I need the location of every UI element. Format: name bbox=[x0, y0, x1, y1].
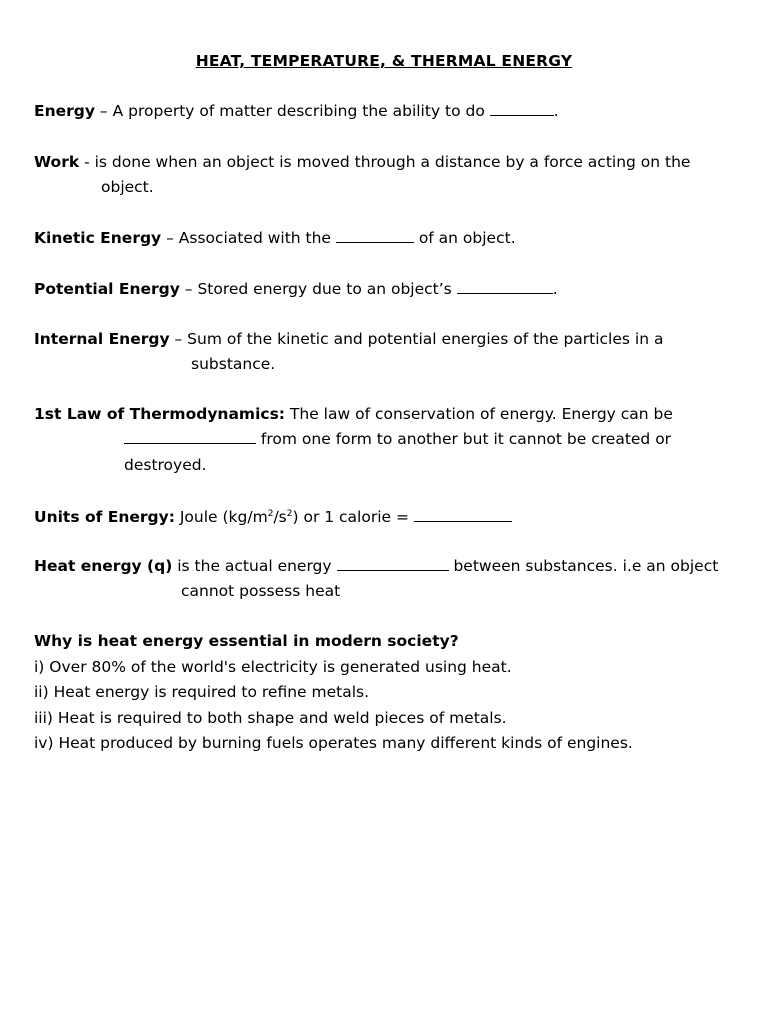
answer-blank-heat[interactable] bbox=[337, 556, 449, 571]
answer-blank-potential[interactable] bbox=[457, 279, 553, 294]
term-potential-energy: Potential Energy bbox=[34, 280, 180, 298]
heat-end: between substances. i.e an object bbox=[448, 557, 719, 575]
dash: – bbox=[161, 229, 179, 247]
definition-kinetic-energy bbox=[34, 226, 738, 251]
kinetic-end: of an object. bbox=[413, 229, 516, 247]
term-energy: Energy bbox=[34, 102, 95, 120]
first-law-line2 bbox=[124, 427, 671, 452]
heat-text: is the actual energy bbox=[172, 557, 337, 575]
definition-work bbox=[34, 150, 738, 175]
potential-end: . bbox=[552, 280, 558, 298]
term-work: Work bbox=[34, 153, 80, 171]
superscript: 2 bbox=[286, 509, 293, 519]
list-item: ii) Heat energy is required to refine metals. bbox=[34, 683, 370, 701]
dash: – bbox=[179, 280, 198, 298]
internal-line1: Sum of the kinetic and potential energies of the particles in a bbox=[187, 330, 664, 348]
dash: – bbox=[169, 330, 188, 348]
page-title: HEAT, TEMPERATURE, & THERMAL ENERGY bbox=[195, 52, 573, 70]
answer-blank-energy[interactable] bbox=[490, 101, 554, 116]
term-heat-energy: Heat energy (q) bbox=[34, 557, 173, 575]
first-law-line2-text: from one form to another but it cannot be created or bbox=[256, 430, 672, 448]
first-law-line1: The law of conservation of energy. Energy can be bbox=[285, 405, 673, 423]
superscript: 2 bbox=[267, 509, 274, 519]
potential-text: Stored energy due to an object’s bbox=[197, 280, 457, 298]
term-internal-energy: Internal Energy bbox=[34, 330, 170, 348]
work-line2: object. bbox=[101, 178, 154, 196]
answer-blank-units[interactable] bbox=[414, 507, 512, 522]
list-item: iv) Heat produced by burning fuels operates many different kinds of engines. bbox=[34, 734, 633, 752]
term-units-of-energy: Units of Energy: bbox=[34, 508, 175, 526]
dash: – bbox=[94, 102, 113, 120]
internal-line2: substance. bbox=[191, 355, 276, 373]
first-law-line3: destroyed. bbox=[124, 456, 207, 474]
definition-internal-energy bbox=[34, 327, 738, 352]
kinetic-text: Associated with the bbox=[178, 229, 336, 247]
units-text-a: Joule (kg/m bbox=[174, 508, 268, 526]
society-question: Why is heat energy essential in modern society? bbox=[34, 632, 459, 650]
term-kinetic-energy: Kinetic Energy bbox=[34, 229, 162, 247]
definition-energy bbox=[34, 99, 738, 124]
definition-first-law bbox=[34, 402, 738, 427]
units-text-b: /s bbox=[273, 508, 287, 526]
work-line1: is done when an object is moved through a distance by a force acting on the bbox=[94, 153, 691, 171]
list-item: iii) Heat is required to both shape and weld pieces of metals. bbox=[34, 708, 507, 727]
term-first-law: 1st Law of Thermodynamics: bbox=[34, 405, 285, 423]
list-item: i) Over 80% of the world's electricity is generated using heat. bbox=[34, 657, 512, 676]
answer-blank-kinetic[interactable] bbox=[336, 228, 414, 243]
energy-text: A property of matter describing the ability to do bbox=[112, 102, 490, 120]
answer-blank-first-law[interactable] bbox=[124, 429, 256, 444]
energy-end: . bbox=[553, 102, 559, 120]
society-section bbox=[34, 629, 633, 757]
dash: - bbox=[79, 153, 95, 171]
units-text-c: ) or 1 calorie = bbox=[292, 508, 414, 526]
definition-heat-energy bbox=[34, 554, 738, 579]
heat-line2: cannot possess heat bbox=[181, 582, 341, 600]
definition-potential-energy bbox=[34, 277, 738, 302]
definition-units-of-energy bbox=[34, 505, 738, 530]
